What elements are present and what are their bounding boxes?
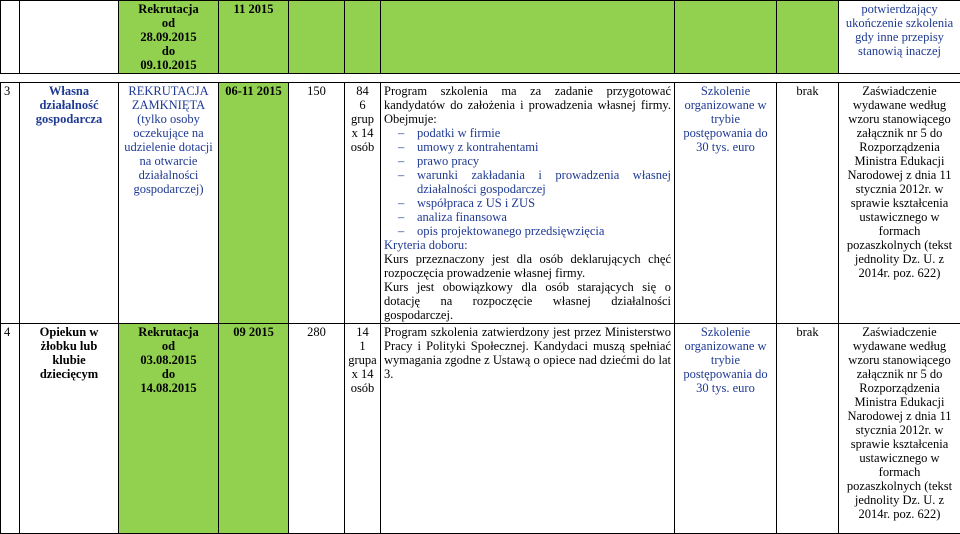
certificate: Zaświadczenie wydawane według wzoru stanowiącego załącznik nr 5 do Rozporządzenia Ministra Edukacji Narodowej z dnia 11 stycznia 2012r. w sprawie kształcenia ustawicznego w formach pozaszkolnych (tekst jednolity Dz. U. z 2014r. poz. 622) (839, 324, 960, 534)
top-period (219, 1, 289, 74)
program-intro: Program szkolenia ma za zadanie przygotować kandydatów do założenia i prowadzenia własnej firmy. Obejmuje: (384, 84, 671, 126)
criteria-text-2: Kurs jest obowiązkowy dla osób starających się o dotację na rozpoczęcie własnej działalności gospodarczej. (384, 280, 671, 322)
list-item: – prawo pracy (384, 154, 671, 168)
program-topics-list (384, 126, 671, 238)
training-hours: 150 (289, 83, 345, 324)
program-description: Program szkolenia zatwierdzony jest przez Ministerstwo Pracy i Polityki Społecznej. Kandydaci muszą spełniać wymagania zgodne z Ustawą o opiece nad dziećmi do lat 3. (381, 324, 675, 534)
top-mode-cell (675, 1, 777, 74)
top-date-line: 09.10.2015 (122, 58, 215, 72)
separator-row (1, 74, 960, 83)
top-hours-cell (289, 1, 345, 74)
table-row (1, 324, 960, 534)
criteria-label: Kryteria doboru: (384, 238, 671, 252)
top-date-line: 28.09.2015 (122, 30, 215, 44)
list-item: – analiza finansowa (384, 210, 671, 224)
recruitment-date-line: 14.08.2015 (122, 381, 215, 395)
top-name-cell (20, 1, 119, 74)
organization-mode: Szkolenie organizowane w trybie postępowania do 30 tys. euro (675, 324, 777, 534)
top-cost-cell (777, 1, 839, 74)
list-item: – opis projektowanego przedsięwzięcia (384, 224, 671, 238)
list-item: – warunki zakładania i prowadzenia własnej działalności gospodarczej (384, 168, 671, 196)
organization-mode: Szkolenie organizowane w trybie postępowania do 30 tys. euro (675, 83, 777, 324)
row-number: 3 (1, 83, 20, 324)
recruitment-date-line: 03.08.2015 (122, 353, 215, 367)
certificate: Zaświadczenie wydawane według wzoru stanowiącego załącznik nr 5 do Rozporządzenia Ministra Edukacji Narodowej z dnia 11 stycznia 2012r. w sprawie kształcenia ustawicznego w formach pozaszkolnych (tekst jednolity Dz. U. z 2014r. poz. 622) (839, 83, 960, 324)
recruitment-status: REKRUTACJA ZAMKNIĘTA (tylko osoby oczekujące na udzielenie dotacji na otwarcie działalności gospodarczej) (119, 83, 219, 324)
top-date-line: do (122, 44, 215, 58)
top-recruitment-dates (119, 1, 219, 74)
training-name: Własna działalność gospodarcza (20, 83, 119, 324)
top-no-cell (1, 1, 20, 74)
recruitment-dates (119, 324, 219, 534)
list-item: – współpraca z US i ZUS (384, 196, 671, 210)
participants (345, 324, 381, 534)
top-date-line: od (122, 16, 215, 30)
top-period-text: 11 2015 (234, 2, 274, 16)
participants-groups: 6 grup x 14 osób (347, 98, 378, 154)
top-row (1, 1, 960, 74)
list-item: – umowy z kontrahentami (384, 140, 671, 154)
training-name: Opiekun w żłobku lub klubie dziecięcym (20, 324, 119, 534)
recruitment-date-line: od (122, 339, 215, 353)
training-period: 06-11 2015 (219, 83, 289, 324)
top-participants-cell (345, 1, 381, 74)
training-period: 09 2015 (219, 324, 289, 534)
participants-groups: 1 grupa x 14 osób (347, 339, 378, 395)
cost: brak (777, 324, 839, 534)
recruitment-date-line: do (122, 367, 215, 381)
top-cert-note: potwierdzający ukończenie szkolenia gdy inne przepisy stanowią inaczej (839, 1, 960, 74)
list-item: – podatki w firmie (384, 126, 671, 140)
top-program-cell (381, 1, 675, 74)
program-description (381, 83, 675, 324)
participants (345, 83, 381, 324)
criteria-text-1: Kurs przeznaczony jest dla osób deklarujących chęć rozpoczęcia prowadzenie własnej firmy. (384, 252, 671, 280)
training-hours: 280 (289, 324, 345, 534)
table-row (1, 83, 960, 324)
top-date-line: Rekrutacja (122, 2, 215, 16)
recruitment-date-line: Rekrutacja (122, 325, 215, 339)
row-number: 4 (1, 324, 20, 534)
participants-total: 84 (347, 84, 378, 98)
separator (1, 74, 960, 83)
cost: brak (777, 83, 839, 324)
participants-total: 14 (347, 325, 378, 339)
